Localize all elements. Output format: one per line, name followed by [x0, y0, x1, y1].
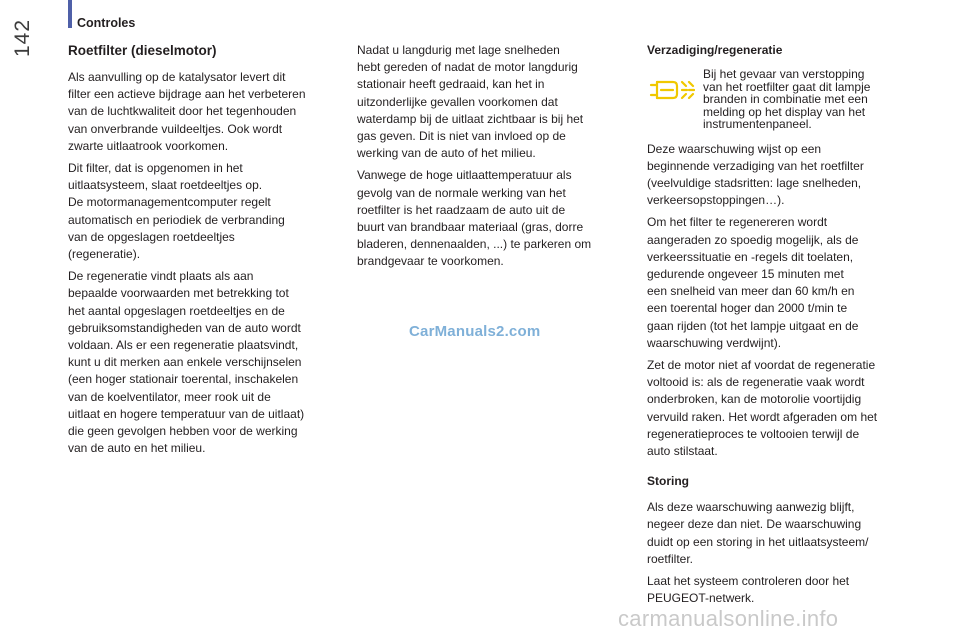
diesel-particulate-filter-warning-icon — [647, 68, 697, 112]
column-1 — [68, 42, 348, 462]
section-accent-bar — [68, 0, 72, 28]
paragraph: Als deze waarschuwing aanwezig blijft, negeer deze dan niet. De waarschuwing duidt op een storing in het uitlaatsysteem/ roetfilter. — [647, 500, 869, 566]
warning-lamp-description: Bij het gevaar van verstopping van het roetfilter gaat dit lampje branden in combinatie met een melding op het display van het instrumentenpaneel. — [703, 67, 871, 131]
paragraph: Om het filter te regenereren wordt aangeraden zo spoedig mogelijk, als de verkeerssituatie en -regels dit toelaten, gedurende ongeveer 15 minuten met een snelheid van meer dan 60 km/h en een toerental hoger dan 2000 t/min te gaan rijden (tot het lampje uitgaat en de waarschuwing verdwijnt). — [647, 215, 859, 350]
paragraph: Vanwege de hoge uitlaattemperatuur als gevolg van de normale werking van het roetfilter is het raadzaam de auto uit de buurt van brandbaar materiaal (gras, dorre bladeren, dennenaalden, ...) te parkeren om brandgevaar te voorkomen. — [357, 168, 592, 269]
watermark-carmanualsonline: carmanualsonline.info — [618, 606, 839, 631]
paragraph: Als aanvulling op de katalysator levert dit filter een actieve bijdrage aan het verbeteren van de luchtkwaliteit door het tegenhouden van onverbrande vuildeeltjes. Ook wordt zwarte uitlaatrook voorkomen. — [68, 70, 306, 153]
section-header: Controles — [77, 16, 136, 30]
paragraph: Deze waarschuwing wijst op een beginnende verzadiging van het roetfilter (veelvuldige stadsritten: lage snelheden, verkeersopstoppingen…). — [647, 141, 864, 208]
section-title-dpf: Roetfilter (dieselmotor) — [68, 43, 217, 58]
page-number: 142 — [11, 18, 34, 58]
watermark-carmanuals2: CarManuals2.com — [409, 323, 541, 340]
column-3 — [647, 42, 912, 612]
paragraph: De regeneratie vindt plaats als aan bepaalde voorwaarden met betrekking tot het aantal opgeslagen roetdeeltjes en de gebruiksomstandigheden van de auto wordt voldaan. Als er een regeneratie plaatsvindt, kunt u dit merken aan enkele verschijnselen (een hoger stationair toerental, inschakelen van de koelventilator, meer rook uit de uitlaat en hogere temperatuur van de uitlaat) die geen gevolgen hebben voor de werking van de auto en het milieu. — [68, 269, 305, 456]
warning-lamp-block — [647, 68, 912, 131]
paragraph: Zet de motor niet af voordat de regeneratie voltooid is: als de regeneratie vaak wordt onderbroken, kan de motorolie voortijdig vervuild raken. Het wordt afgeraden om het regeneratieproces te voltooien terwijl de auto stilstaat. — [647, 357, 878, 458]
subheading-saturation-regeneration: Verzadiging/regeneratie — [647, 43, 783, 57]
column-2 — [357, 42, 632, 276]
paragraph: Dit filter, dat is opgenomen in het uitlaatsysteem, slaat roetdeeltjes op. De motormanagementcomputer regelt automatisch en periodiek de verbranding van de opgeslagen roetdeeltjes (regeneratie). — [68, 161, 285, 262]
subheading-fault: Storing — [647, 474, 689, 489]
paragraph: Laat het systeem controleren door het PEUGEOT-netwerk. — [647, 573, 850, 606]
paragraph: Nadat u langdurig met lage snelheden hebt gereden of nadat de motor langdurig stationair heeft gedraaid, kan het in uitzonderlijke gevallen voorkomen dat waterdamp bij de uitlaat zichtbaar is bij het gas geven. Dit is niet van invloed op de werking van de auto of het milieu. — [357, 43, 584, 161]
